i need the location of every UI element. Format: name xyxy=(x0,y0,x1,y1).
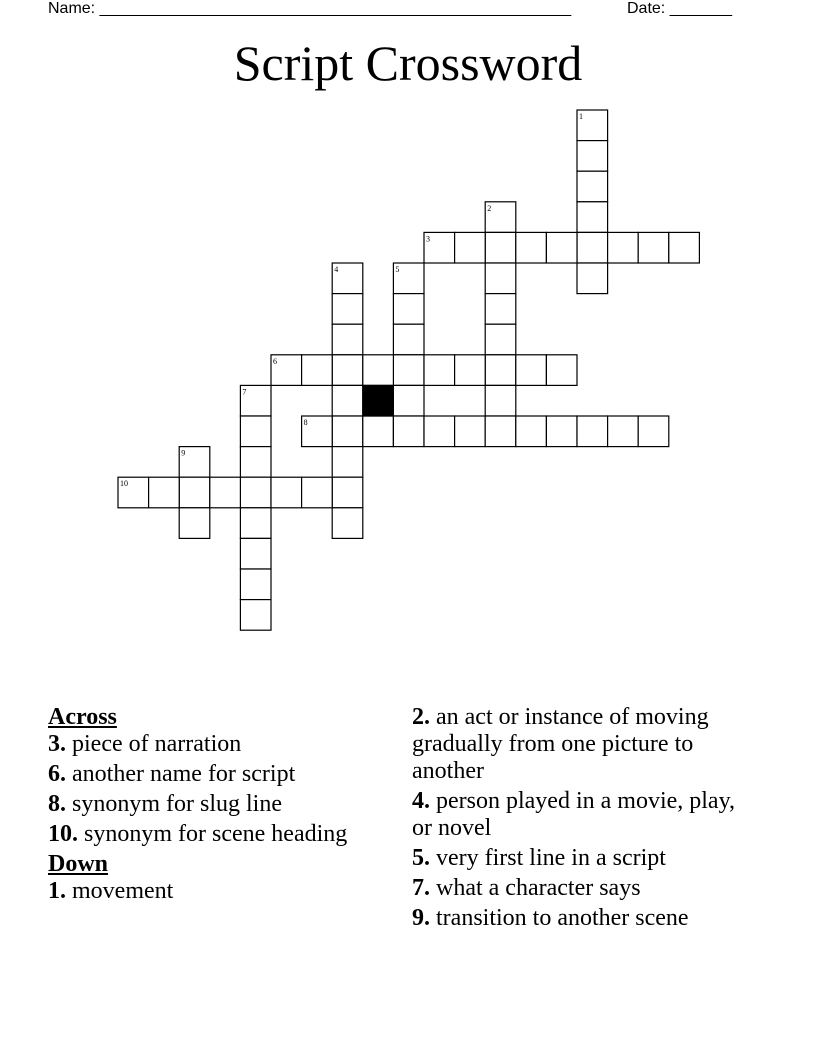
grid-cell[interactable] xyxy=(240,508,271,539)
down-heading: Down xyxy=(48,851,109,877)
clue-number-label: 6 xyxy=(273,356,277,366)
name-field-label[interactable]: Name: _____________________________________________________ xyxy=(48,0,572,17)
clues-column-left xyxy=(48,704,388,908)
clue-number: 10. xyxy=(48,821,78,847)
clue-number-label: 7 xyxy=(242,387,247,397)
grid-cell[interactable] xyxy=(577,263,608,294)
grid-cell[interactable] xyxy=(577,232,608,263)
clue-across-3 xyxy=(48,731,388,758)
clue-across-6 xyxy=(48,761,388,788)
clue-text: transition to another scene xyxy=(436,905,689,931)
grid-cell[interactable] xyxy=(546,416,577,447)
grid-cell[interactable] xyxy=(149,477,180,508)
clue-number-label: 3 xyxy=(426,234,430,244)
grid-cell[interactable] xyxy=(240,416,271,447)
clue-number: 5. xyxy=(412,845,430,871)
grid-cell[interactable] xyxy=(240,477,271,508)
grid-cell[interactable] xyxy=(240,538,271,569)
grid-cell[interactable] xyxy=(240,600,271,631)
grid-cell[interactable] xyxy=(546,355,577,386)
grid-cell[interactable] xyxy=(669,232,700,263)
grid-cell[interactable] xyxy=(577,202,608,233)
grid-cell[interactable] xyxy=(638,232,669,263)
grid-cell[interactable] xyxy=(546,232,577,263)
grid-cell[interactable] xyxy=(179,477,210,508)
grid-cell[interactable] xyxy=(577,416,608,447)
clue-text: an act or instance of moving gradually from one picture to another xyxy=(412,704,709,784)
grid-cell[interactable] xyxy=(485,263,516,294)
grid-cell[interactable] xyxy=(393,324,424,355)
grid-cell[interactable] xyxy=(332,508,363,539)
clue-text: piece of narration xyxy=(72,731,242,757)
clue-number-label: 9 xyxy=(181,448,186,458)
clue-text: synonym for slug line xyxy=(72,791,282,817)
grid-cell[interactable] xyxy=(393,294,424,325)
grid-cell[interactable] xyxy=(363,416,394,447)
grid-cell[interactable] xyxy=(485,385,516,416)
grid-cell[interactable] xyxy=(302,477,333,508)
clue-number: 8. xyxy=(48,791,66,817)
grid-cell[interactable] xyxy=(332,385,363,416)
grid-cell[interactable] xyxy=(608,232,639,263)
clue-down-4 xyxy=(412,788,752,842)
clue-number: 1. xyxy=(48,878,66,904)
clue-down-2 xyxy=(412,704,752,785)
clue-text: person played in a movie, play, or novel xyxy=(412,788,736,841)
clue-number: 3. xyxy=(48,731,66,757)
clue-number: 9. xyxy=(412,905,430,931)
clue-text: movement xyxy=(72,878,174,904)
clue-across-10 xyxy=(48,821,388,848)
clue-text: what a character says xyxy=(436,875,641,901)
grid-cell[interactable] xyxy=(608,416,639,447)
grid-cell[interactable] xyxy=(240,447,271,478)
clue-text: another name for script xyxy=(72,761,296,787)
grid-cell[interactable] xyxy=(424,355,455,386)
grid-cell[interactable] xyxy=(332,447,363,478)
grid-cell[interactable] xyxy=(393,416,424,447)
grid-cell[interactable] xyxy=(393,385,424,416)
clue-down-9 xyxy=(412,905,752,932)
grid-cell[interactable] xyxy=(455,355,486,386)
grid-cell[interactable] xyxy=(577,141,608,172)
clue-number: 2. xyxy=(412,704,430,730)
grid-cell[interactable] xyxy=(516,416,547,447)
grid-cell[interactable] xyxy=(332,324,363,355)
grid-cell[interactable] xyxy=(240,569,271,600)
clue-number-label: 1 xyxy=(579,112,583,121)
clue-number: 4. xyxy=(412,788,430,814)
across-heading: Across xyxy=(48,704,117,730)
grid-cell[interactable] xyxy=(393,355,424,386)
grid-cell[interactable] xyxy=(485,324,516,355)
grid-cell[interactable] xyxy=(485,294,516,325)
grid-cell[interactable] xyxy=(424,416,455,447)
date-field-label[interactable]: Date: _______ xyxy=(627,0,732,17)
grid-cell[interactable] xyxy=(179,508,210,539)
clue-number-label: 5 xyxy=(395,265,400,274)
grid-cell[interactable] xyxy=(638,416,669,447)
clues-column-right xyxy=(412,704,752,935)
grid-cell[interactable] xyxy=(271,477,302,508)
grid-cell[interactable] xyxy=(485,232,516,263)
clue-number-label: 2 xyxy=(487,203,492,213)
grid-cell[interactable] xyxy=(485,416,516,447)
clue-number: 6. xyxy=(48,761,66,787)
grid-cell[interactable] xyxy=(577,171,608,202)
grid-cell[interactable] xyxy=(332,294,363,325)
grid-cell[interactable] xyxy=(332,355,363,386)
clue-down-7 xyxy=(412,875,752,902)
grid-cell[interactable] xyxy=(455,416,486,447)
grid-cell[interactable] xyxy=(485,355,516,386)
grid-cell[interactable] xyxy=(516,355,547,386)
clue-text: very first line in a script xyxy=(436,845,666,871)
clue-text: synonym for scene heading xyxy=(84,821,348,847)
clue-number: 7. xyxy=(412,875,430,901)
grid-cell[interactable] xyxy=(516,232,547,263)
grid-cell[interactable] xyxy=(302,355,333,386)
grid-cell[interactable] xyxy=(363,355,394,386)
black-cell xyxy=(363,385,394,416)
clue-number-label: 8 xyxy=(303,418,308,427)
clue-down-1 xyxy=(48,878,388,905)
page-title: Script Crossword xyxy=(233,35,583,91)
grid-cell[interactable] xyxy=(332,477,363,508)
clue-number-label: 4 xyxy=(334,265,339,274)
grid-cell[interactable] xyxy=(332,416,363,447)
clue-across-8 xyxy=(48,791,388,818)
clue-down-5 xyxy=(412,845,752,872)
grid-cell[interactable] xyxy=(210,477,241,508)
grid-cell[interactable] xyxy=(455,232,486,263)
clue-number-label: 10 xyxy=(120,479,128,489)
